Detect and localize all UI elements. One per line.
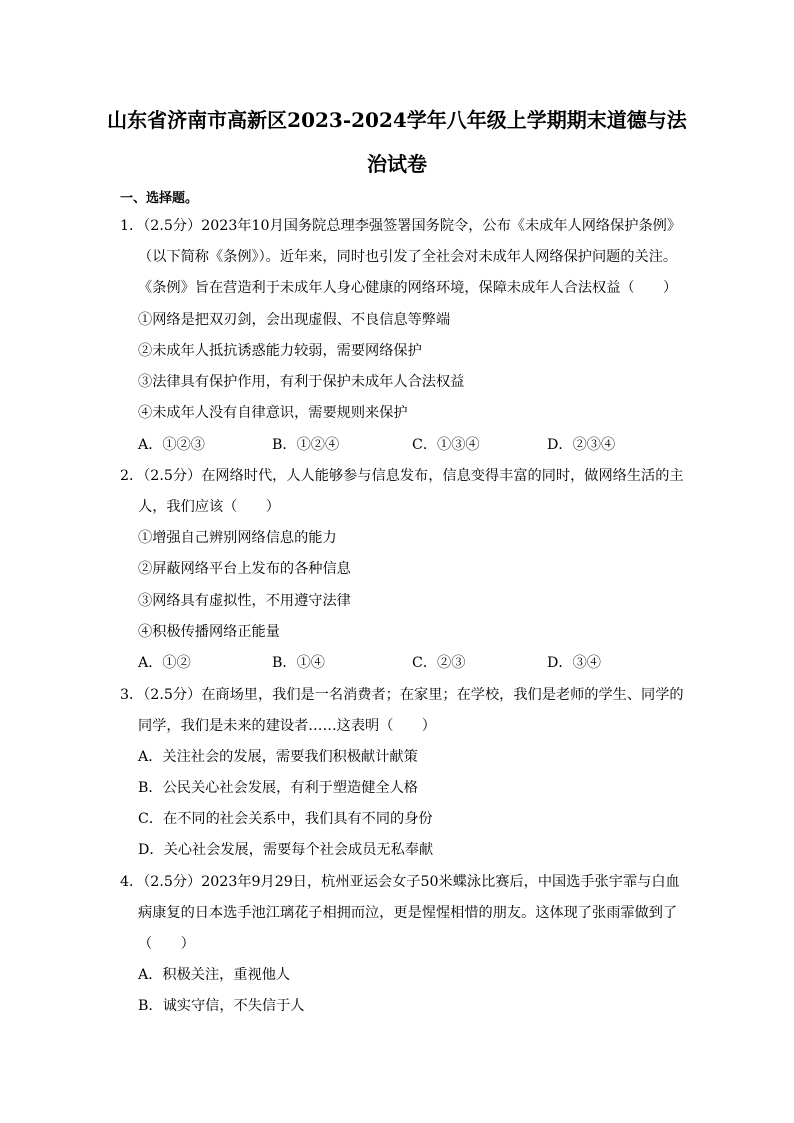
question-2-statement-2: ②屏蔽网络平台上发布的各种信息 — [138, 561, 351, 577]
question-3-line-2: 同学，我们是未来的建设者……这表明（ ） — [138, 718, 436, 734]
question-2-statement-3: ③网络具有虚拟性，不用遵守法律 — [138, 593, 351, 609]
question-1-line-1: 1．（2.5分）2023年10月国务院总理李强签署国务院令，公布《未成年人网络保护条例》 — [120, 218, 682, 234]
question-1-statement-3: ③法律具有保护作用，有利于保护未成年人合法权益 — [138, 374, 465, 390]
question-4-line-2: 病康复的日本选手池江璃花子相拥而泣，更是惺惺相惜的朋友。这体现了张雨霏做到了 — [138, 905, 678, 921]
question-1-line-2: （以下简称《条例》）。近年来，同时也引发了全社会对未成年人网络保护问题的关注。 — [138, 249, 678, 265]
question-2-option-b: B．①④ — [272, 655, 325, 671]
question-3-option-c: C．在不同的社会关系中，我们具有不同的身份 — [138, 811, 433, 827]
question-1-option-b: B．①②④ — [272, 437, 340, 453]
question-2-option-a: A．①② — [138, 655, 191, 671]
question-1-statement-1: ①网络是把双刃剑，会出现虚假、不良信息等弊端 — [138, 312, 451, 328]
question-2-line-1: 2．（2.5分）在网络时代，人人能够参与信息发布，信息变得丰富的同时，做网络生活的主 — [120, 468, 684, 484]
question-3-option-a: A．关注社会的发展，需要我们积极献计献策 — [138, 749, 418, 765]
question-2-statement-1: ①增强自己辨别网络信息的能力 — [138, 530, 337, 546]
question-1-option-c: C．①③④ — [412, 437, 480, 453]
question-4-option-b: B．诚实守信，不失信于人 — [138, 998, 305, 1014]
question-4-option-a: A．积极关注，重视他人 — [138, 967, 291, 983]
question-3-option-b: B．公民关心社会发展，有利于塑造健全人格 — [138, 780, 418, 796]
question-1-option-d: D．②③④ — [547, 437, 616, 453]
question-1-statement-2: ②未成年人抵抗诱惑能力较弱，需要网络保护 — [138, 343, 422, 359]
question-1-line-3: 《条例》旨在营造利于未成年人身心健康的网络环境，保障未成年人合法权益（ ） — [138, 280, 678, 296]
question-3-line-1: 3．（2.5分）在商场里，我们是一名消费者；在家里；在学校，我们是老师的学生、同学的 — [120, 687, 684, 703]
question-2-line-2: 人，我们应该（ ） — [138, 499, 280, 515]
question-2-option-d: D．③④ — [547, 655, 601, 671]
question-4-line-1: 4．（2.5分）2023年9月29日，杭州亚运会女子50米蝶泳比赛后，中国选手张宇霏与白血 — [120, 874, 680, 890]
question-2-option-c: C．②③ — [412, 655, 466, 671]
question-3-option-d: D．关心社会发展，需要每个社会成员无私奉献 — [138, 842, 434, 858]
question-1-statement-4: ④未成年人没有自律意识，需要规则来保护 — [138, 405, 408, 421]
exam-title-line-2: 治试卷 — [367, 152, 427, 176]
question-1-option-a: A．①②③ — [138, 437, 205, 453]
question-2-statement-4: ④积极传播网络正能量 — [138, 624, 280, 640]
section-heading: 一、选择题。 — [120, 191, 199, 206]
exam-title-line-1: 山东省济南市高新区2023-2024学年八年级上学期期末道德与法 — [107, 108, 687, 132]
question-4-line-3: （ ） — [138, 936, 195, 952]
